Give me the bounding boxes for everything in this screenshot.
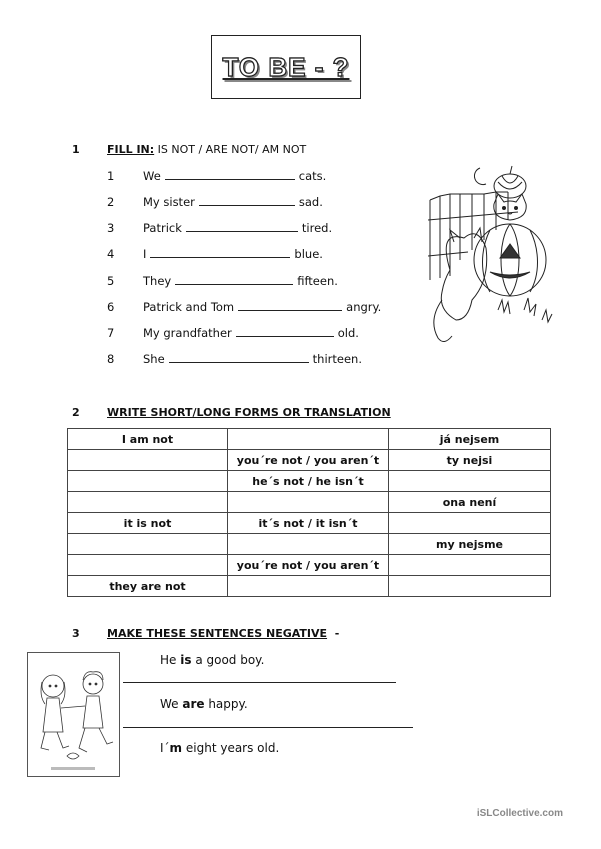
table-row: [68, 513, 551, 534]
table-cell[interactable]: [389, 513, 551, 534]
section3-number: 3: [72, 627, 80, 640]
item-number: 1: [107, 169, 115, 183]
answer-blank[interactable]: [236, 324, 334, 337]
item-after: old.: [337, 326, 359, 340]
halloween-cats-illustration: [428, 160, 556, 348]
item-after: thirteen.: [312, 352, 362, 366]
fill-item: [107, 219, 332, 235]
table-cell[interactable]: you´re not / you aren´t: [228, 555, 389, 576]
fill-item: [107, 350, 362, 366]
table-cell[interactable]: [228, 492, 389, 513]
table-cell[interactable]: [68, 471, 228, 492]
item-after: blue.: [294, 247, 323, 261]
table-cell[interactable]: [68, 450, 228, 471]
table-cell[interactable]: [68, 555, 228, 576]
table-cell[interactable]: [389, 555, 551, 576]
item-number: 2: [107, 195, 115, 209]
item-before: My sister: [143, 195, 195, 209]
sentence-text: happy.: [204, 697, 248, 711]
item-number: 6: [107, 300, 115, 314]
table-cell[interactable]: [389, 576, 551, 597]
table-cell[interactable]: já nejsem: [389, 429, 551, 450]
table-row: [68, 429, 551, 450]
table-row: [68, 555, 551, 576]
table-cell[interactable]: I am not: [68, 429, 228, 450]
worksheet-title: TO BE - ?: [222, 51, 350, 82]
answer-blank[interactable]: [186, 219, 298, 232]
pumpkin-icon: [474, 224, 546, 296]
answer-blank[interactable]: [175, 272, 293, 285]
item-after: cats.: [298, 169, 327, 183]
answer-blank[interactable]: [150, 245, 290, 258]
item-before: Patrick: [143, 221, 182, 235]
moon-icon: [474, 168, 486, 185]
section3-heading-suffix: -: [334, 627, 340, 640]
table-cell[interactable]: [228, 576, 389, 597]
fill-item: [107, 245, 323, 261]
sentence-text: We: [160, 697, 183, 711]
answer-blank[interactable]: [238, 298, 342, 311]
table-cell[interactable]: you´re not / you aren´t: [228, 450, 389, 471]
item-after: tired.: [301, 221, 333, 235]
section1-number: 1: [72, 143, 80, 156]
table-cell[interactable]: [68, 492, 228, 513]
sentence-1: [160, 653, 264, 667]
item-number: 3: [107, 221, 115, 235]
table-row: [68, 534, 551, 555]
children-illustration: [27, 652, 120, 777]
table-cell[interactable]: [68, 534, 228, 555]
table-cell[interactable]: it is not: [68, 513, 228, 534]
answer-blank[interactable]: [199, 193, 295, 206]
item-number: 8: [107, 352, 115, 366]
title-box: [211, 35, 361, 99]
watermark-footer: iSLCollective.com: [476, 808, 563, 819]
section1-heading-options: IS NOT / ARE NOT/ AM NOT: [157, 143, 307, 156]
table-cell[interactable]: it´s not / it isn´t: [228, 513, 389, 534]
section1-heading: [107, 143, 306, 156]
section3-heading: [107, 627, 339, 640]
table-cell[interactable]: [228, 429, 389, 450]
answer-line[interactable]: [123, 727, 413, 728]
section1-heading-label: FILL IN:: [107, 143, 155, 156]
fill-item: [107, 167, 326, 183]
sentence-verb: are: [182, 697, 205, 711]
table-cell[interactable]: [228, 534, 389, 555]
item-number: 4: [107, 247, 115, 261]
sentence-text: I´: [160, 741, 170, 755]
table-cell[interactable]: ty nejsi: [389, 450, 551, 471]
fence-icon: [430, 192, 508, 280]
item-before: We: [143, 169, 161, 183]
item-number: 7: [107, 326, 115, 340]
table-row: [68, 450, 551, 471]
table-cell[interactable]: he´s not / he isn´t: [228, 471, 389, 492]
sentence-text: eight years old.: [182, 741, 280, 755]
item-after: angry.: [346, 300, 382, 314]
section2-number: 2: [72, 406, 80, 419]
table-cell[interactable]: my nejsme: [389, 534, 551, 555]
sentence-verb: is: [180, 653, 192, 667]
table-cell[interactable]: [389, 471, 551, 492]
item-number: 5: [107, 274, 115, 288]
table-row: [68, 492, 551, 513]
answer-line[interactable]: [123, 682, 396, 683]
fill-item: [107, 324, 359, 340]
table-cell[interactable]: they are not: [68, 576, 228, 597]
answer-blank[interactable]: [169, 350, 309, 363]
sentence-3: [160, 741, 279, 755]
table-row: [68, 576, 551, 597]
sentence-2: [160, 697, 248, 711]
item-before: My grandfather: [143, 326, 232, 340]
item-after: sad.: [298, 195, 323, 209]
sentence-text: a good boy.: [191, 653, 265, 667]
item-after: fifteen.: [297, 274, 338, 288]
cat-icon: [441, 234, 486, 320]
section3-heading-text: MAKE THESE SENTENCES NEGATIVE: [107, 627, 328, 640]
item-before: They: [143, 274, 172, 288]
sentence-text: He: [160, 653, 181, 667]
section2-heading: WRITE SHORT/LONG FORMS OR TRANSLATION: [107, 406, 391, 419]
item-before: I: [143, 247, 147, 261]
item-before: She: [143, 352, 165, 366]
forms-table: [67, 428, 551, 597]
sentence-verb: m: [169, 741, 183, 755]
item-before: Patrick and Tom: [143, 300, 235, 314]
answer-blank[interactable]: [165, 167, 295, 180]
fill-item: [107, 193, 323, 209]
fill-item: [107, 298, 381, 314]
table-row: [68, 471, 551, 492]
fill-item: [107, 272, 338, 288]
table-cell[interactable]: ona není: [389, 492, 551, 513]
